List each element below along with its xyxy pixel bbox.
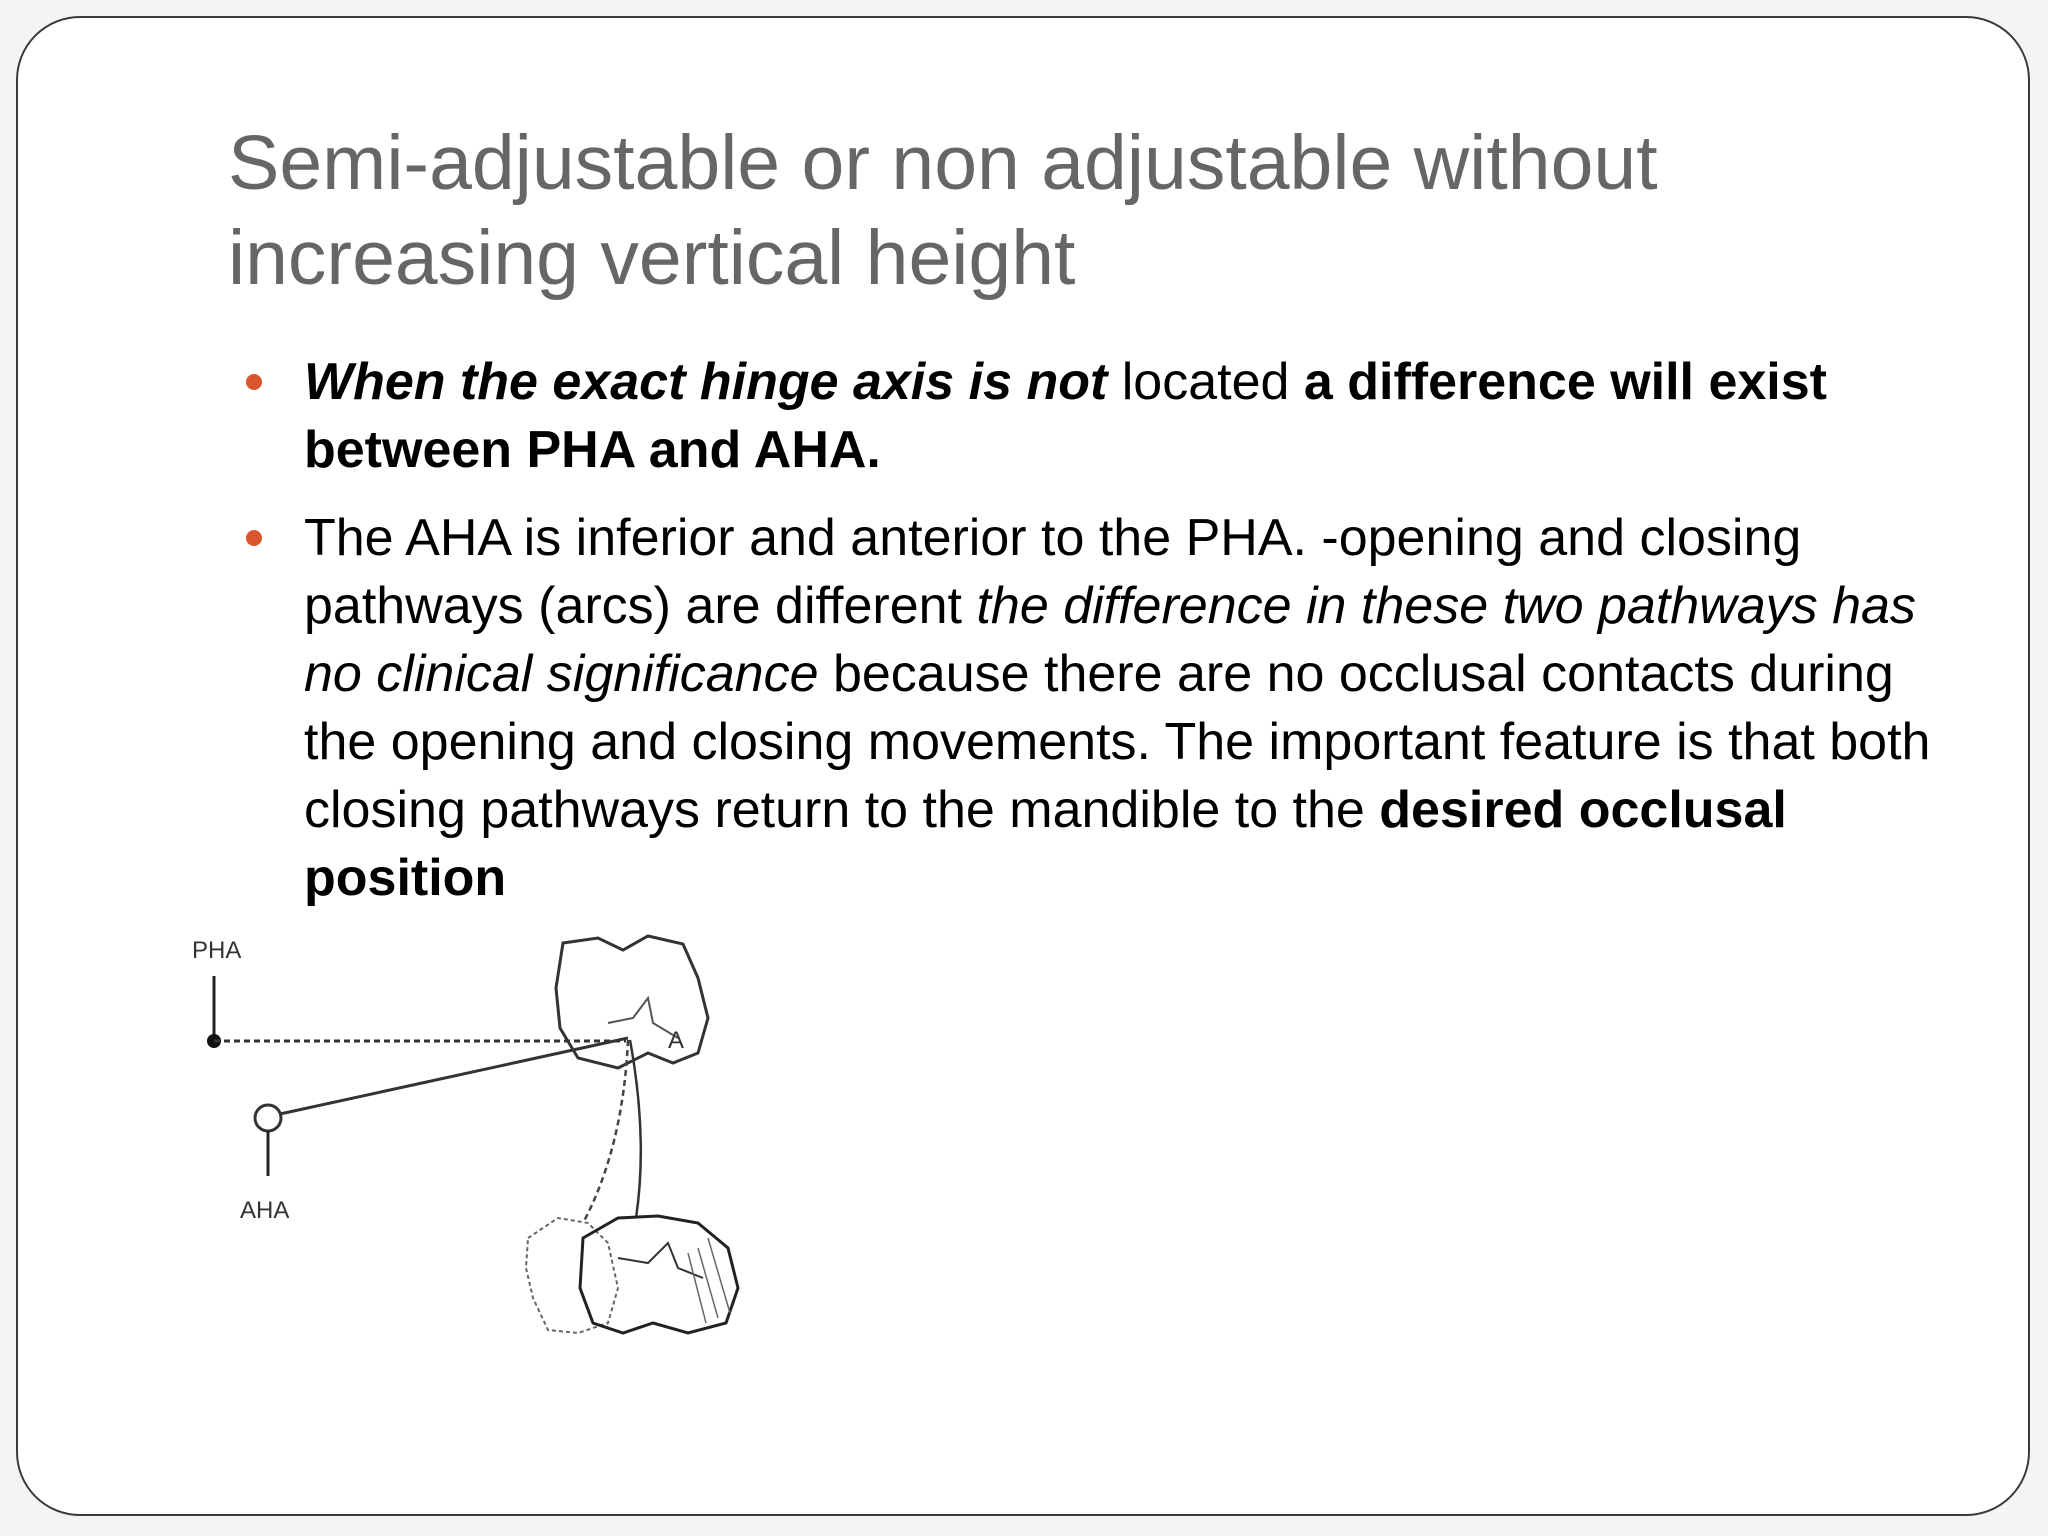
aha-label: AHA bbox=[240, 1197, 290, 1224]
slide bbox=[16, 16, 2030, 1516]
bullet-text: located bbox=[1107, 353, 1304, 411]
aha-point-icon bbox=[255, 1105, 281, 1131]
bullet-list bbox=[228, 348, 1948, 932]
a-label: A bbox=[668, 1027, 685, 1054]
bullet-dot-icon bbox=[246, 530, 262, 546]
aha-radius-line bbox=[280, 1038, 628, 1114]
bullet-item bbox=[228, 504, 1948, 912]
bullet-text: The AHA is inferior and anterior to the PHA. -opening and closing pathways (arcs) are different bbox=[304, 509, 1802, 635]
tooth-hatch bbox=[698, 1248, 718, 1318]
tooth-hatch bbox=[688, 1253, 706, 1323]
bullet-dot-icon bbox=[246, 374, 262, 390]
solid-arc bbox=[630, 1040, 641, 1218]
bullet-text-italic: the difference in these two pathways has no clinical significance bbox=[304, 577, 1916, 703]
lower-tooth-icon bbox=[580, 1216, 738, 1333]
lower-tooth-ghost-icon bbox=[526, 1218, 618, 1333]
pha-label: PHA bbox=[192, 937, 242, 964]
slide-title: Semi-adjustable or non adjustable without increasing vertical height bbox=[228, 120, 1658, 301]
bullet-item bbox=[228, 348, 1948, 484]
bullet-text-bold: a difference will exist between PHA and AHA. bbox=[304, 353, 1827, 479]
tooth-hatch bbox=[708, 1238, 730, 1313]
hinge-axis-diagram bbox=[178, 918, 798, 1358]
bullet-text: because there are no occlusal contacts during the opening and closing movements. The important feature is that both closing pathways return to the mandible to the bbox=[304, 645, 1931, 839]
bullet-text-bold: desired occlusal position bbox=[304, 781, 1787, 907]
bullet-text-bold-italic: When the exact hinge axis is not bbox=[304, 353, 1108, 411]
